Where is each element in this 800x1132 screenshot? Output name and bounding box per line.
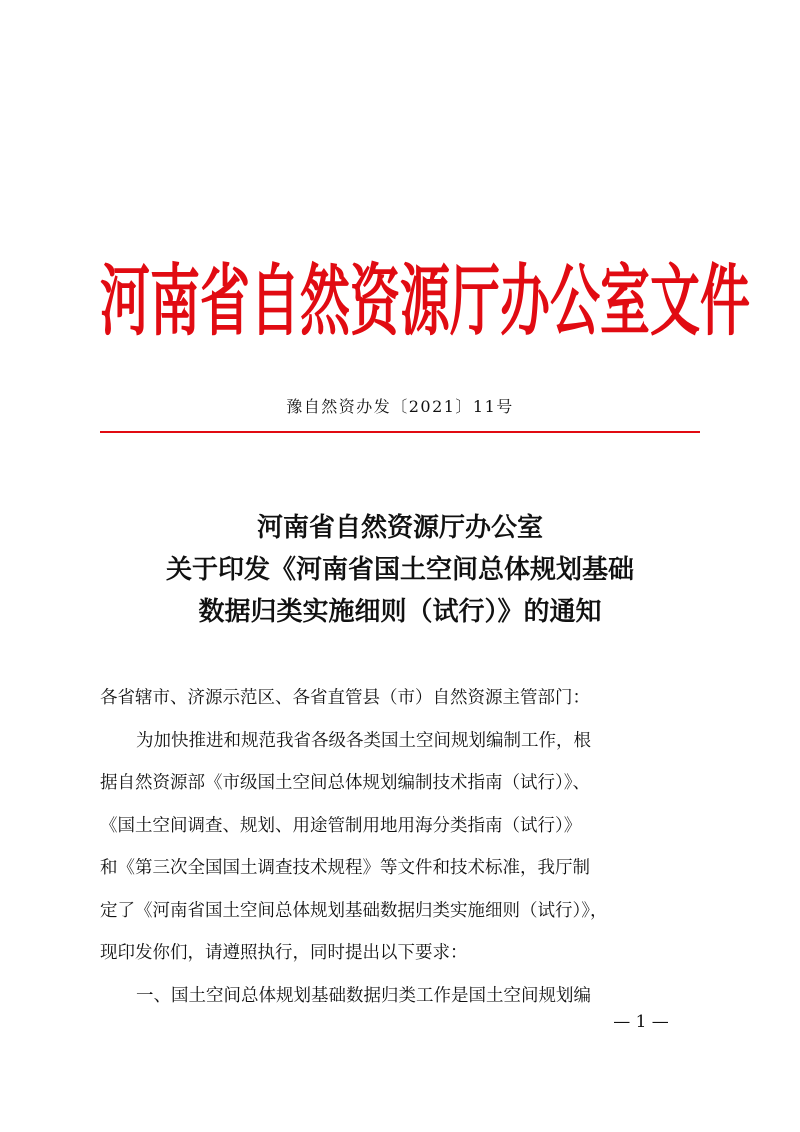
- body-line: 一、国土空间总体规划基础数据归类工作是国土空间规划编: [136, 985, 591, 1006]
- body-line: 为加快推进和规范我省各级各类国土空间规划编制工作，根: [136, 730, 591, 751]
- body-line: 和《第三次全国国土调查技术规程》等文件和技术标准，我厅制: [100, 858, 590, 878]
- salutation-line: 各省辖市、济源示范区、各省直管县（市）自然资源主管部门：: [100, 688, 590, 708]
- body-line: 定了《河南省国土空间总体规划基础数据归类实施细则（试行）》，: [100, 900, 608, 921]
- notice-title-line: 河南省自然资源厅办公室: [256, 513, 543, 543]
- body-line: 现印发你们，请遵照执行，同时提出以下要求：: [100, 943, 468, 963]
- document-number: 豫自然资办发〔2021〕11号: [286, 397, 514, 416]
- page-number: — 1 —: [613, 1012, 669, 1032]
- notice-title-line: 关于印发《河南省国土空间总体规划基础: [165, 555, 634, 585]
- body-line: 《国土空间调查、规划、用途管制用地用海分类指南（试行）》: [100, 815, 582, 836]
- notice-body: [100, 677, 704, 1017]
- notice-title: [100, 507, 700, 633]
- notice-title-line: 数据归类实施细则（试行）》的通知: [198, 597, 602, 627]
- body-line: 据自然资源部《市级国土空间总体规划编制技术指南（试行）》、: [100, 773, 590, 793]
- document-header-title: 河南省自然资源厅办公室文件: [100, 254, 750, 346]
- red-divider-line: [100, 431, 700, 433]
